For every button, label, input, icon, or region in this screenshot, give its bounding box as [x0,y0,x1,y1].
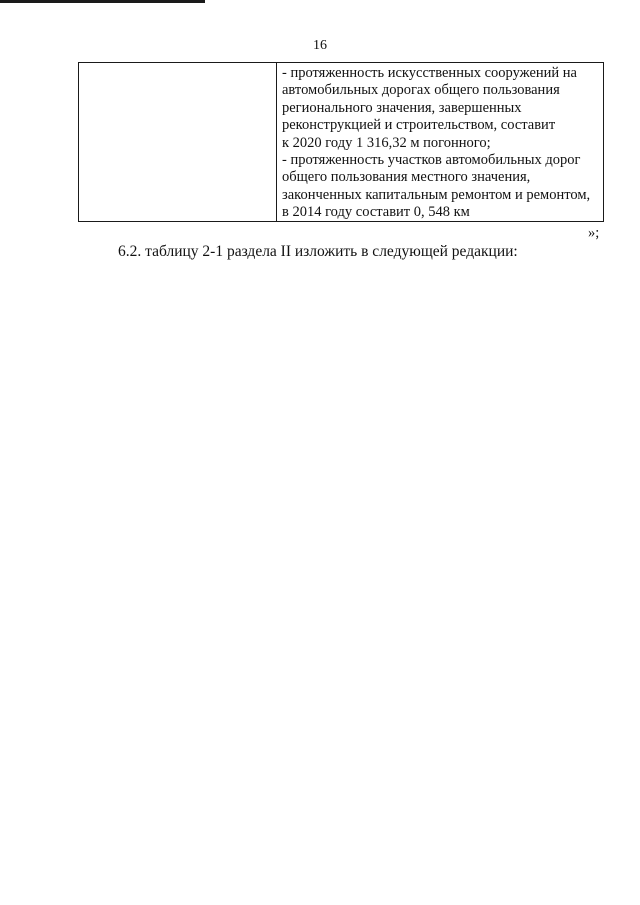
table-line: к 2020 году 1 316,32 м погонного; [282,134,491,151]
page-number: 16 [313,38,327,53]
top-rule [0,0,205,3]
closing-quote: »; [588,225,600,241]
table-line: - протяженность участков автомобильных дорог [282,152,581,169]
table-line: в 2014 году составит 0, 548 км [282,204,470,221]
table-cell-left [79,63,277,221]
amendment-paragraph: 6.2. таблицу 2-1 раздела II изложить в следующей редакции: [118,243,518,260]
table-line: - протяженность искусственных сооружений на [282,65,577,81]
table-line: регионального значения, завершенных [282,99,522,116]
table-line: общего пользования местного значения, [282,169,531,186]
table-line: реконструкцией и строительством, составит [282,117,556,134]
table [78,62,604,222]
table-cell-right [277,63,603,221]
table-line: автомобильных дорогах общего пользования [282,82,560,99]
table-line: законченных капитальным ремонтом и ремонтом, [282,186,591,203]
